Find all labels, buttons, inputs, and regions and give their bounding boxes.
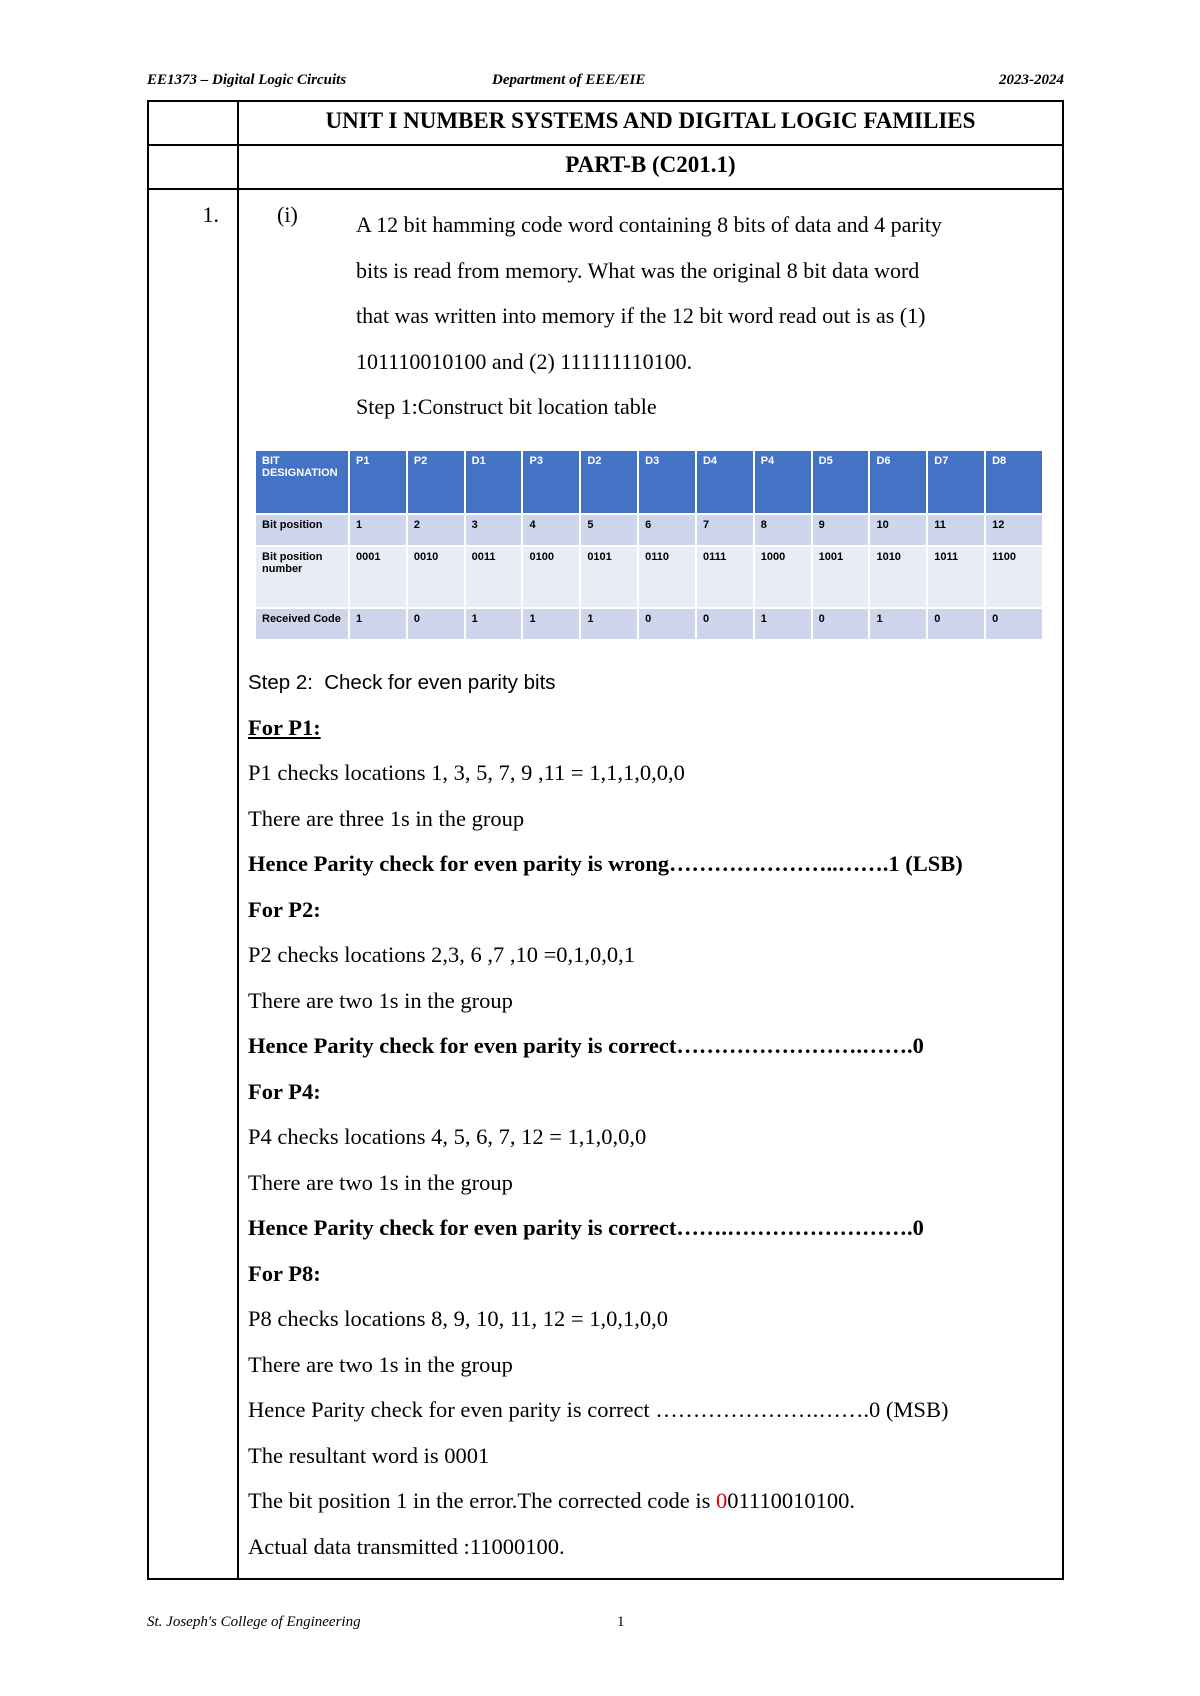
table-cell: 1010 <box>870 547 926 607</box>
table-header-cell: BIT DESIGNATION <box>256 451 348 513</box>
table-header-cell: D2 <box>581 451 637 513</box>
table-cell: 1001 <box>813 547 869 607</box>
table-cell: 1 <box>466 609 522 639</box>
p1-checks: P1 checks locations 1, 3, 5, 7, 9 ,11 = 1,1,1,0,0,0 <box>248 760 685 785</box>
step1-label: Step 1:Construct bit location table <box>356 394 657 419</box>
table-cell: 7 <box>697 515 753 545</box>
solution-body <box>248 659 1058 1569</box>
table-cell: 0001 <box>350 547 406 607</box>
part-title: PART-B (C201.1) <box>565 152 736 177</box>
actual-data: Actual data transmitted :11000100. <box>248 1533 565 1559</box>
p4-heading: For P4: <box>248 1078 321 1104</box>
p8-count: There are two 1s in the group <box>248 1351 513 1377</box>
academic-year: 2023-2024 <box>999 72 1064 88</box>
question-line: bits is read from memory. What was the original 8 bit data word <box>356 257 920 283</box>
table-header-cell: P2 <box>408 451 464 513</box>
table-cell: 1 <box>581 609 637 639</box>
table-header-cell: D7 <box>928 451 984 513</box>
table-cell: 0100 <box>523 547 579 607</box>
step2-text: Check for even parity bits <box>324 671 556 694</box>
table-cell: 8 <box>755 515 811 545</box>
table-header-cell: P3 <box>523 451 579 513</box>
p8-checks: P8 checks locations 8, 9, 10, 11, 12 = 1,0,1,0,0 <box>248 1306 668 1331</box>
step2-label: Step 2: <box>248 671 313 694</box>
question-line: A 12 bit hamming code word containing 8 bits of data and 4 parity <box>356 212 942 237</box>
table-header-cell: D4 <box>697 451 753 513</box>
table-cell: 0 <box>639 609 695 639</box>
p2-count: There are two 1s in the group <box>248 987 513 1013</box>
table-cell: 1 <box>350 609 406 639</box>
table-cell: 12 <box>986 515 1042 545</box>
row-divider <box>149 144 1062 146</box>
table-cell: 11 <box>928 515 984 545</box>
table-cell: 0 <box>986 609 1042 639</box>
table-cell: 0111 <box>697 547 753 607</box>
column-divider <box>237 102 239 1578</box>
college-name: St. Joseph's College of Engineering <box>147 1614 361 1630</box>
table-cell: 4 <box>523 515 579 545</box>
page-number: 1 <box>617 1614 625 1630</box>
corrected-prefix: The bit position 1 in the error.The corrected code is <box>248 1488 716 1513</box>
corrected-error-bit: 0 <box>715 1488 728 1513</box>
table-header-cell: D1 <box>466 451 522 513</box>
table-cell: 1011 <box>928 547 984 607</box>
table-cell: 0 <box>697 609 753 639</box>
table-header-cell: D8 <box>986 451 1042 513</box>
table-header-cell: P1 <box>350 451 406 513</box>
table-cell: 1 <box>350 515 406 545</box>
table-header-cell: D5 <box>813 451 869 513</box>
question-text <box>356 202 1056 430</box>
table-cell: 0 <box>813 609 869 639</box>
table-cell: 1 <box>523 609 579 639</box>
table-cell: Bit position <box>256 515 348 545</box>
p1-count: There are three 1s in the group <box>248 805 525 831</box>
bit-location-table <box>254 449 1044 641</box>
question-subpart: (i) <box>277 202 298 227</box>
p2-result: Hence Parity check for even parity is correct…………………….…….0 <box>248 1033 924 1058</box>
table-row-bit-position <box>256 515 1042 545</box>
question-number: 1. <box>202 202 219 227</box>
p4-count: There are two 1s in the group <box>248 1169 513 1195</box>
table-header-cell: D6 <box>870 451 926 513</box>
p4-checks: P4 checks locations 4, 5, 6, 7, 12 = 1,1,0,0,0 <box>248 1124 647 1149</box>
table-cell: 0011 <box>466 547 522 607</box>
table-cell: 0110 <box>639 547 695 607</box>
department-name: Department of EEE/EIE <box>492 72 646 88</box>
table-header-cell: P4 <box>755 451 811 513</box>
p1-result: Hence Parity check for even parity is wrong…………………..…….1 (LSB) <box>248 851 963 876</box>
corrected-code-line <box>248 1478 1058 1524</box>
question-table <box>147 100 1064 1580</box>
step2-line <box>248 659 1058 705</box>
course-title: EE1373 – Digital Logic Circuits <box>147 72 347 88</box>
p8-result: Hence Parity check for even parity is correct ………………….…….0 (MSB) <box>248 1397 949 1422</box>
p2-heading: For P2: <box>248 896 321 922</box>
table-cell: Bit position number <box>256 547 348 607</box>
question-line: 101110010100 and (2) 111111110100. <box>356 348 693 374</box>
table-cell: 0010 <box>408 547 464 607</box>
table-cell: 0 <box>408 609 464 639</box>
page-header <box>147 72 1064 96</box>
table-cell: 1000 <box>755 547 811 607</box>
table-cell: 0 <box>928 609 984 639</box>
p8-heading: For P8: <box>248 1260 321 1286</box>
corrected-rest: 01110010100. <box>727 1488 855 1513</box>
p2-checks: P2 checks locations 2,3, 6 ,7 ,10 =0,1,0,0,1 <box>248 942 636 967</box>
table-header-cell: D3 <box>639 451 695 513</box>
table-cell: 9 <box>813 515 869 545</box>
table-row-received-code <box>256 609 1042 639</box>
table-cell: 3 <box>466 515 522 545</box>
table-cell: 1100 <box>986 547 1042 607</box>
p4-result: Hence Parity check for even parity is correct…….…………………….0 <box>248 1215 924 1240</box>
table-row-bit-position-number <box>256 547 1042 607</box>
table-cell: 0101 <box>581 547 637 607</box>
p1-heading: For P1: <box>248 714 321 740</box>
table-cell: 5 <box>581 515 637 545</box>
table-cell: 1 <box>870 609 926 639</box>
row-divider <box>149 188 1062 190</box>
question-line: that was written into memory if the 12 bit word read out is as (1) <box>356 303 926 328</box>
table-cell: Received Code <box>256 609 348 639</box>
table-header-row <box>256 451 1042 513</box>
resultant-word: The resultant word is 0001 <box>248 1442 490 1468</box>
table-cell: 10 <box>870 515 926 545</box>
table-cell: 6 <box>639 515 695 545</box>
table-cell: 2 <box>408 515 464 545</box>
unit-title: UNIT I NUMBER SYSTEMS AND DIGITAL LOGIC FAMILIES <box>325 108 976 133</box>
table-cell: 1 <box>755 609 811 639</box>
